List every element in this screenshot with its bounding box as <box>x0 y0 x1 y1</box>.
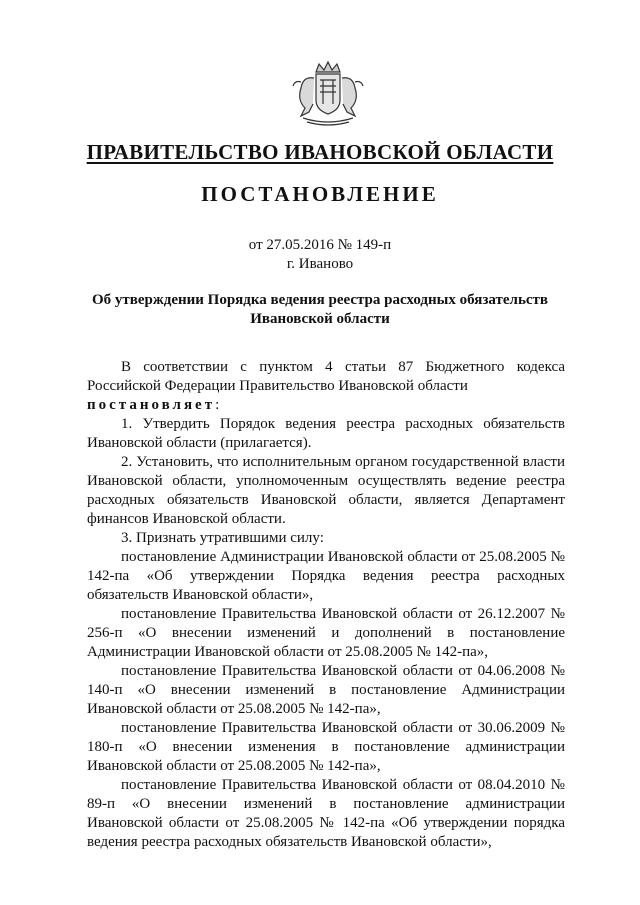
date-number: от 27.05.2016 № 149-п <box>248 237 392 253</box>
city: г. Иваново <box>286 256 354 272</box>
subject-line-1: Об утверждении Порядка ведения реестра расходных обязательств <box>91 292 549 308</box>
item-3: 3. Признать утратившими силу: <box>121 530 324 546</box>
repealed-item: постановление Правительства Ивановской области от 04.06.2008 № 140-п «О внесении изменений в постановление Администрации Ивановской области от 25.08.2005 № 142-па», <box>87 663 565 717</box>
coat-of-arms-icon <box>289 60 367 128</box>
document-meta <box>0 236 640 274</box>
item-1: 1. Утвердить Порядок ведения реестра расходных обязательств Ивановской области (прилагается). <box>87 416 565 451</box>
document-type: ПОСТАНОВЛЕНИЕ <box>201 182 439 206</box>
document-body <box>87 358 565 852</box>
resolves-colon: : <box>215 397 220 413</box>
resolves-line <box>87 396 565 415</box>
repealed-item: постановление Правительства Ивановской области от 26.12.2007 № 256-п «О внесении изменений и дополнений в постановление Администрации Ивановской области от 25.08.2005 № 142-па», <box>87 606 565 660</box>
repealed-item: постановление Правительства Ивановской области от 08.04.2010 № 89-п «О внесении изменений в постановление администрации Ивановской области от 25.08.2005 № 142-па «Об утверждении порядка ведения реестра расходных обязательств Ивановской области», <box>87 777 565 850</box>
preamble: В соответствии с пунктом 4 статьи 87 Бюджетного кодекса Российской Федерации Правительство Ивановской области <box>87 359 565 394</box>
repealed-item: постановление Правительства Ивановской области от 30.06.2009 № 180-п «О внесении изменения в постановление администрации Ивановской области от 25.08.2005 № 142-па», <box>87 720 565 774</box>
document-subject <box>70 291 570 329</box>
item-2: 2. Установить, что исполнительным органом государственной власти Ивановской области, уполномоченным осуществлять ведение реестра расходных обязательств Ивановской области, является Департамент финансов Ивановской области. <box>87 454 565 527</box>
repealed-item: постановление Администрации Ивановской области от 25.08.2005 № 142-па «Об утверждении Порядка ведения реестра расходных обязательств Ивановской области», <box>87 549 565 603</box>
subject-line-2: Ивановской области <box>250 311 390 327</box>
organization-title: ПРАВИТЕЛЬСТВО ИВАНОВСКОЙ ОБЛАСТИ <box>86 140 554 164</box>
resolves-word: постановляет <box>87 397 216 413</box>
